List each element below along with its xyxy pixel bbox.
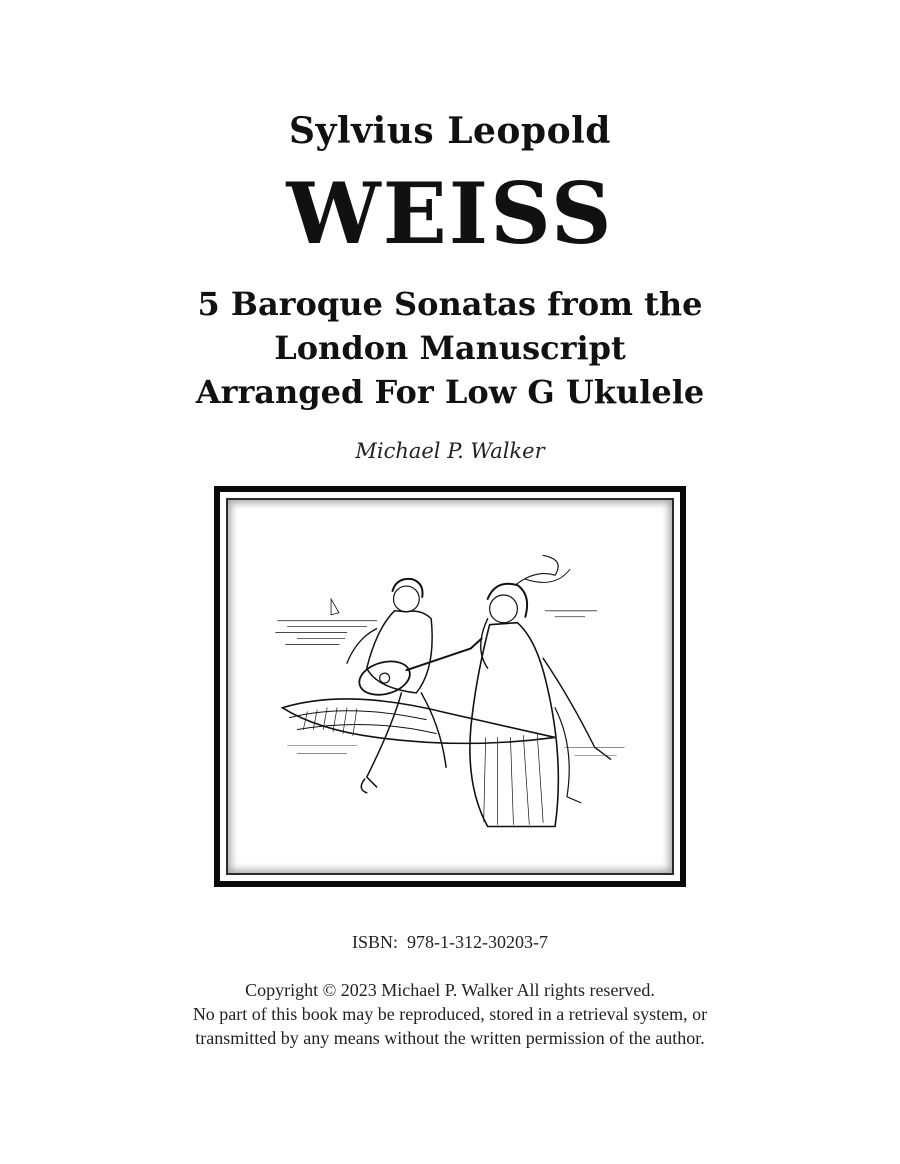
isbn-number: ISBN: 978-1-312-30203-7 <box>352 932 548 952</box>
copyright-line: transmitted by any means without the written permission of the author. <box>195 1028 705 1048</box>
subtitle-line: 5 Baroque Sonatas from the <box>197 285 703 323</box>
subtitle-line: Arranged For Low G Ukulele <box>195 373 705 411</box>
copyright-line: No part of this book may be reproduced, stored in a retrieval system, or <box>192 1004 708 1024</box>
lute-player-illustration-icon <box>228 500 672 873</box>
composer-surname: WEISS <box>286 164 614 263</box>
illustration-frame <box>214 486 686 887</box>
subtitle-line: London Manuscript <box>274 329 626 367</box>
copyright-notice <box>0 978 900 1050</box>
copyright-line: Copyright © 2023 Michael P. Walker All rights reserved. <box>245 980 655 1000</box>
book-subtitle <box>0 282 900 414</box>
author-name: Michael P. Walker <box>355 439 545 463</box>
illustration-inner-frame <box>226 498 674 875</box>
composer-first-names: Sylvius Leopold <box>289 110 611 152</box>
